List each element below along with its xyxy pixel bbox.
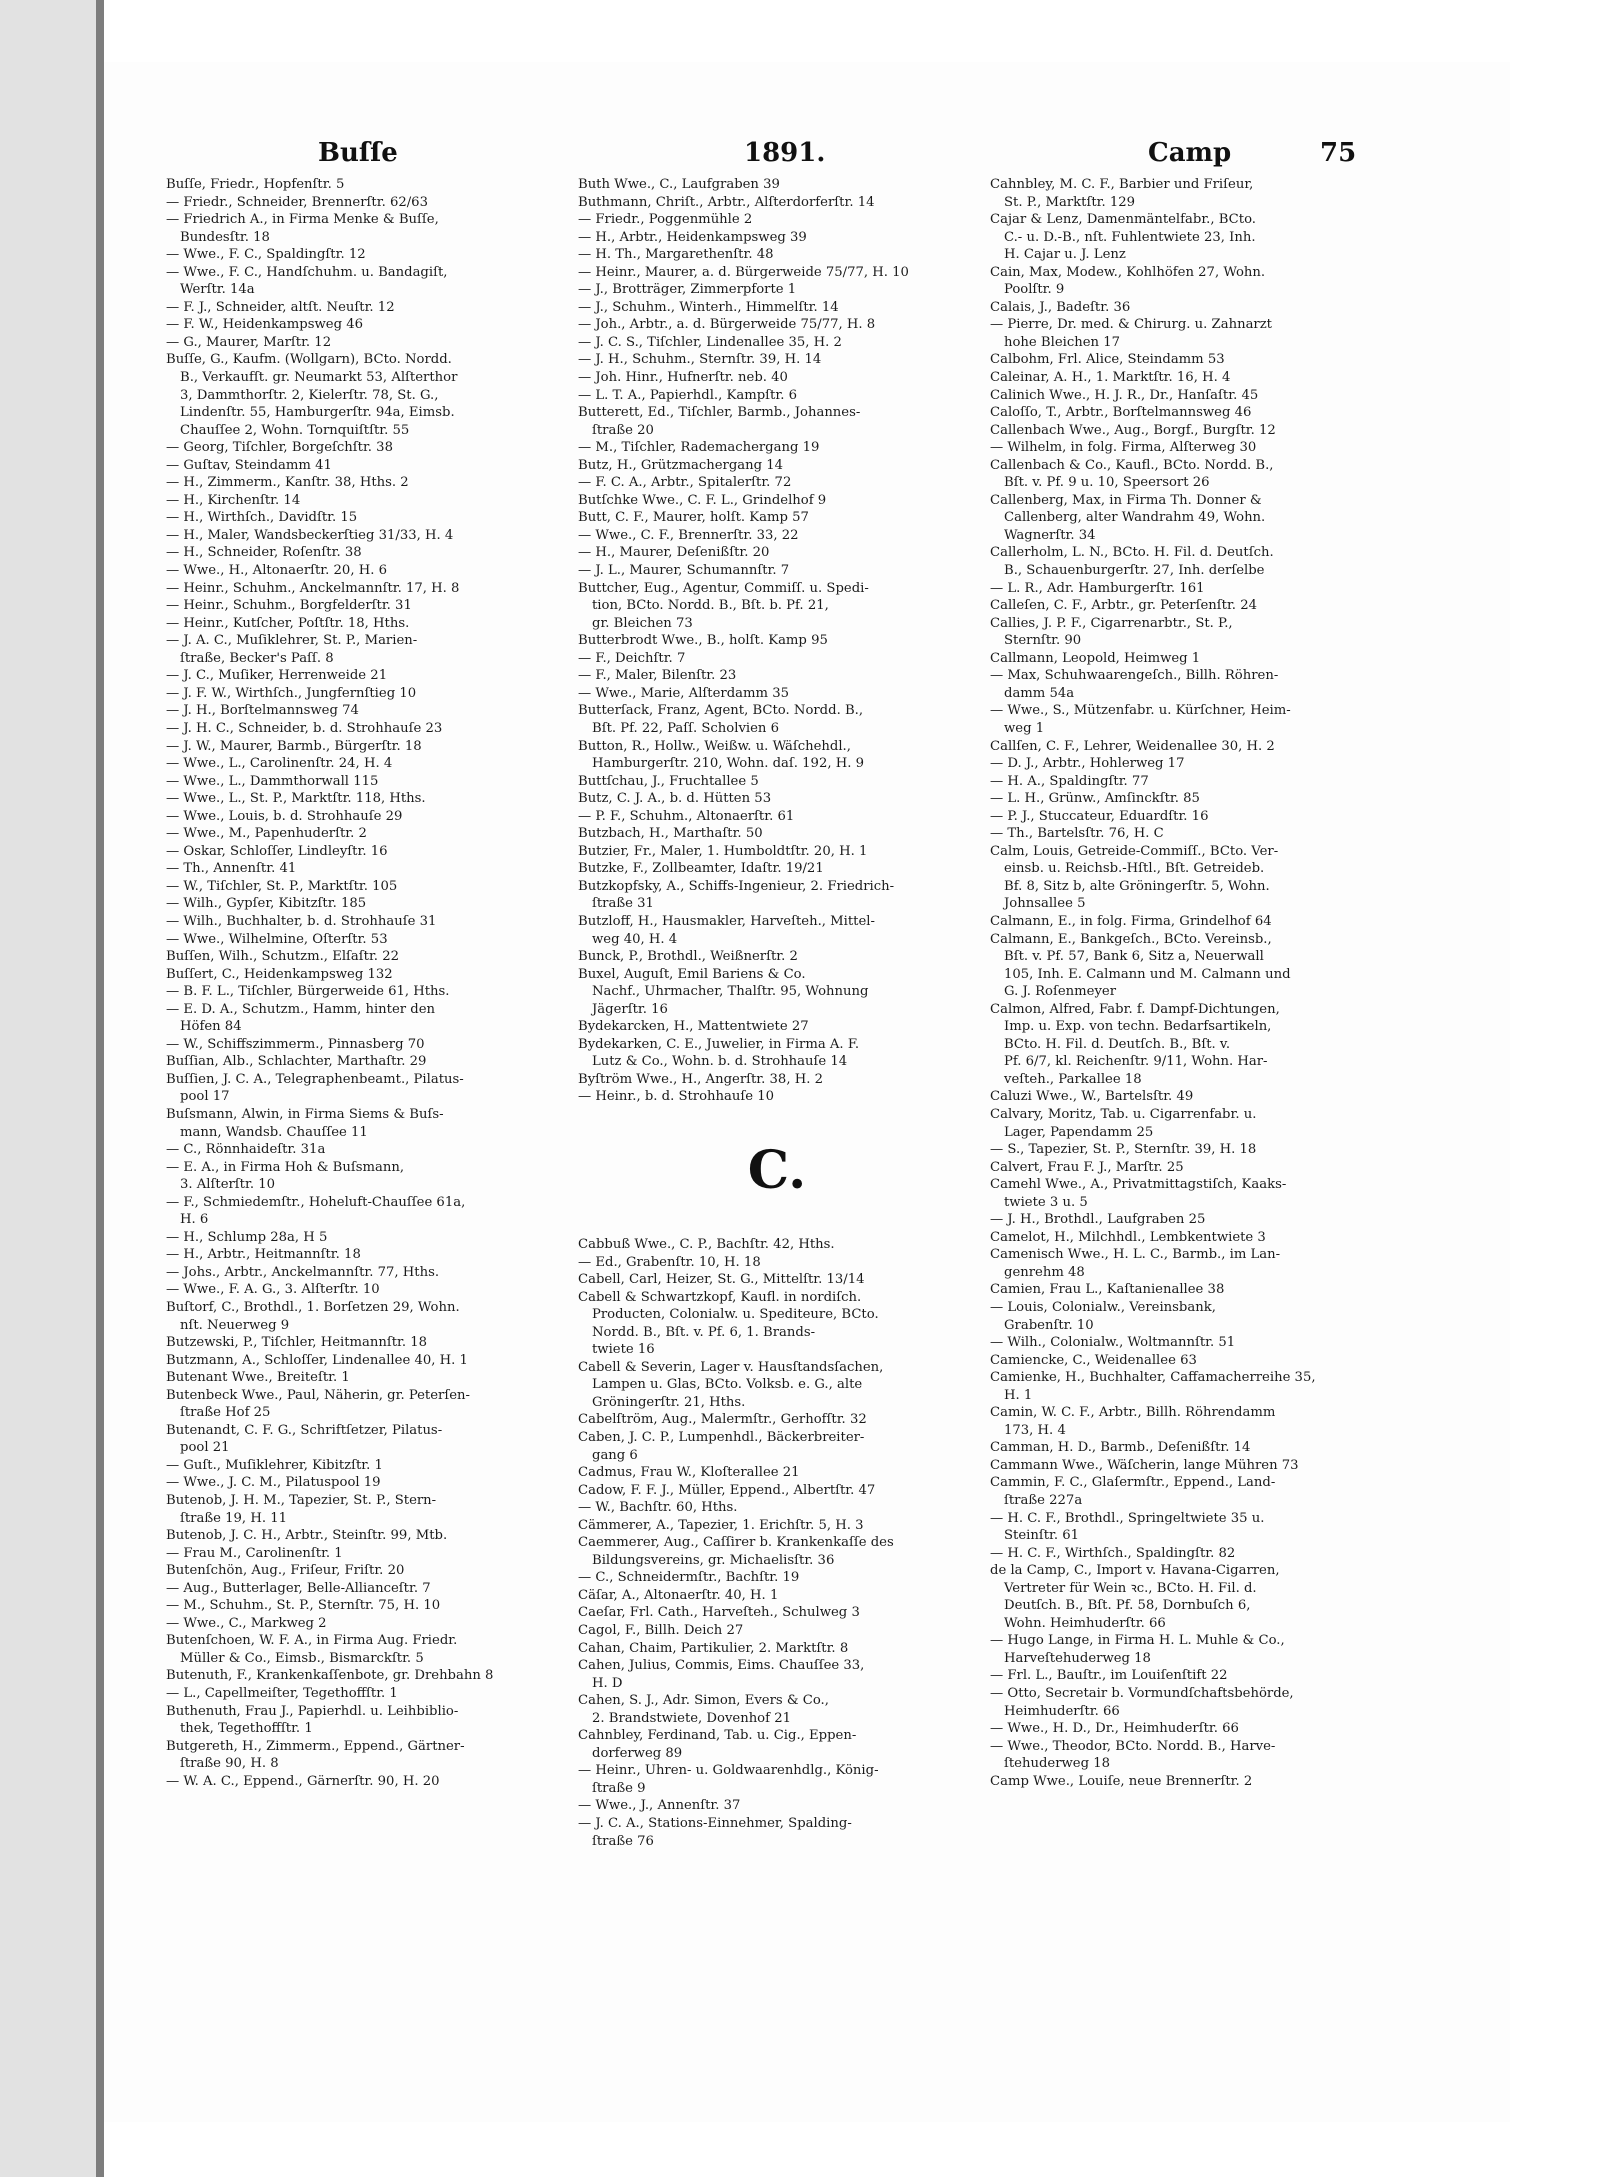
directory-entry: Butterett, Ed., Tiſchler, Barmb., Johannes- <box>578 405 861 421</box>
directory-entry-continuation: tion, BCto. Nordd. B., Bſt. b. Pf. 21, <box>592 598 829 614</box>
directory-entry-continuation: einsb. u. Reichsb.-Hſtl., Bſt. Getreideb. <box>1004 861 1265 877</box>
section-letter: C. <box>747 1139 807 1201</box>
directory-entry-continuation: H. 1 <box>1004 1387 1033 1403</box>
directory-entry: Cain, Max, Modew., Kohlhöfen 27, Wohn. <box>990 264 1266 280</box>
directory-entry: Butzier, Fr., Maler, 1. Humboldtſtr. 20, H. 1 <box>578 843 868 859</box>
directory-entry: — L. H., Grünw., Amſinckſtr. 85 <box>990 791 1200 807</box>
directory-entry-continuation: Gröningerſtr. 21, Hths. <box>592 1394 746 1410</box>
directory-entry-continuation: B., Verkaufſt. gr. Neumarkt 53, Alſterthor <box>180 370 458 386</box>
directory-entry: — H., Maler, Wandsbeckerſtieg 31/33, H. 4 <box>166 527 454 543</box>
directory-entry-continuation: G. J. Roſenmeyer <box>1004 984 1117 1000</box>
directory-entry-continuation: BCto. H. Fil. d. Deutſch. B., Bſt. v. <box>1004 1036 1231 1052</box>
directory-entry: Callerholm, L. N., BCto. H. Fil. d. Deutſch. <box>990 545 1274 561</box>
directory-entry-continuation: 105, Inh. E. Calmann und M. Calmann und <box>1004 966 1291 982</box>
directory-entry-continuation: nſt. Neuerweg 9 <box>180 1317 290 1333</box>
directory-entry: Butenob, J. C. H., Arbtr., Steinſtr. 99, Mtb. <box>166 1528 448 1544</box>
directory-entry: Calleſen, C. F., Arbtr., gr. Peterſenſtr. 24 <box>990 598 1257 614</box>
directory-entry: Cahnbley, M. C. F., Barbier und Friſeur, <box>990 177 1254 192</box>
directory-entry: Butzke, F., Zollbeamter, Idaſtr. 19/21 <box>578 861 824 877</box>
directory-entry: Camelot, H., Milchhdl., Lembkentwiete 3 <box>990 1229 1266 1245</box>
directory-entry-continuation: Heimhuderſtr. 66 <box>1004 1703 1120 1719</box>
directory-entry: — G., Maurer, Marſtr. 12 <box>166 334 332 350</box>
directory-entry: — H. C. F., Brothdl., Springeltwiete 35 u. <box>990 1510 1265 1526</box>
directory-entry: Calm, Louis, Getreide-Commiſſ., BCto. Ver- <box>990 843 1279 859</box>
directory-entry: Cabelſtröm, Aug., Malermſtr., Gerhofſtr. 32 <box>578 1412 867 1428</box>
directory-entry: — Friedr., Poggenmühle 2 <box>578 212 753 228</box>
directory-entry: Butterbrodt Wwe., B., holſt. Kamp 95 <box>578 633 828 649</box>
directory-entry-continuation: ſtraße 20 <box>592 422 654 438</box>
directory-entry: Caloſſo, T., Arbtr., Borſtelmannsweg 46 <box>990 405 1252 421</box>
directory-entry: Cadmus, Frau W., Kloſterallee 21 <box>578 1465 800 1481</box>
directory-entry: — J. L., Maurer, Schumannſtr. 7 <box>578 563 790 579</box>
directory-entry: — M., Tiſchler, Rademachergang 19 <box>578 440 820 456</box>
directory-entry: Byſtröm Wwe., H., Angerſtr. 38, H. 2 <box>578 1071 823 1087</box>
directory-entry: — Wwe., Wilhelmine, Oſterſtr. 53 <box>166 931 388 947</box>
directory-entry: Buſſen, Wilh., Schutzm., Elſaſtr. 22 <box>166 949 399 965</box>
directory-entry: — F. W., Heidenkampsweg 46 <box>166 317 364 333</box>
directory-entry: Buxel, Auguſt, Emil Bariens & Co. <box>578 966 806 982</box>
directory-entry-continuation: Deutſch. B., Bſt. Pf. 58, Dornbuſch 6, <box>1004 1598 1251 1614</box>
directory-entry: — Wilh., Buchhalter, b. d. Strohhauſe 31 <box>166 913 437 929</box>
directory-entry-continuation: Bſt. v. Pf. 57, Bank 6, Sitz a, Neuerwall <box>1004 949 1264 965</box>
directory-entry: — J. H. C., Schneider, b. d. Strohhauſe 23 <box>166 720 443 736</box>
directory-entry-continuation: Sternſtr. 90 <box>1004 633 1082 649</box>
directory-entry: — Wwe., L., St. P., Marktſtr. 118, Hths. <box>166 791 426 807</box>
directory-entry: Buſsmann, Alwin, in Firma Siems & Buſs- <box>166 1106 444 1122</box>
directory-entry-continuation: Callenberg, alter Wandrahm 49, Wohn. <box>1004 510 1266 526</box>
directory-entry: — W. A. C., Eppend., Gärnerſtr. 90, H. 20 <box>166 1773 440 1789</box>
directory-entry: — F. J., Schneider, altſt. Neuſtr. 12 <box>166 299 395 315</box>
directory-entry: — Wwe., C., Markweg 2 <box>166 1615 327 1631</box>
directory-entry: — L. T. A., Papierhdl., Kampſtr. 6 <box>578 387 797 403</box>
directory-entry: Cahen, S. J., Adr. Simon, Evers & Co., <box>578 1693 829 1709</box>
directory-entry-continuation: pool 17 <box>180 1089 230 1105</box>
directory-entry: Butzbach, H., Marthaſtr. 50 <box>578 826 763 842</box>
directory-entry: — H., Kirchenſtr. 14 <box>166 492 301 508</box>
directory-entry: — Wwe., J., Annenſtr. 37 <box>578 1798 741 1814</box>
directory-entry: Buſſian, Alb., Schlachter, Marthaſtr. 29 <box>166 1054 427 1070</box>
directory-entry: Buſſert, C., Heidenkampsweg 132 <box>166 966 393 982</box>
directory-entry-continuation: Chauſſee 2, Wohn. Tornquiſtſtr. 55 <box>180 422 410 438</box>
directory-entry: — Max, Schuhwaarengeſch., Billh. Röhren- <box>990 668 1279 684</box>
directory-entry: — J. C., Muſiker, Herrenweide 21 <box>166 668 388 684</box>
directory-entry: Butenandt, C. F. G., Schriftſetzer, Pilatus- <box>166 1422 443 1438</box>
directory-entry-continuation: Imp. u. Exp. von techn. Bedarfsartikeln, <box>1004 1019 1272 1035</box>
directory-entry: — J. H., Borſtelmannsweg 74 <box>166 703 359 719</box>
directory-entry: — F., Schmiedemſtr., Hoheluft-Chauſſee 61a, <box>166 1194 466 1210</box>
directory-entry: — Guſt., Muſiklehrer, Kibitzſtr. 1 <box>166 1457 383 1473</box>
directory-entry-continuation: Harveſtehuderweg 18 <box>1004 1650 1151 1666</box>
directory-entry: — Heinr., b. d. Strohhauſe 10 <box>578 1089 775 1105</box>
directory-entry: Buttſchau, J., Fruchtallee 5 <box>578 773 759 789</box>
directory-entry: — M., Schuhm., St. P., Sternſtr. 75, H. 10 <box>166 1598 441 1614</box>
directory-entry: Caemmerer, Aug., Caſſirer b. Krankenkaſſe des <box>578 1535 894 1551</box>
directory-entry: Calmann, E., Bankgeſch., BCto. Vereinsb., <box>990 931 1272 947</box>
directory-entry: Cabell & Schwartzkopf, Kaufl. in nordiſch. <box>578 1289 862 1305</box>
directory-entry: — Th., Bartelsſtr. 76, H. C <box>990 826 1164 842</box>
directory-entry: Buſtorf, C., Brothdl., 1. Borſetzen 29, Wohn. <box>166 1300 460 1315</box>
directory-entry: — J. A. C., Muſiklehrer, St. P., Marien- <box>166 633 418 649</box>
directory-entry: Callenbach Wwe., Aug., Borgf., Burgſtr. 12 <box>990 422 1276 438</box>
directory-entry: Butz, H., Grützmachergang 14 <box>578 457 784 473</box>
directory-entry-continuation: H. D <box>592 1675 623 1691</box>
directory-entry: Butenant Wwe., Breiteſtr. 1 <box>166 1370 350 1386</box>
directory-column-1 <box>166 176 564 1790</box>
directory-entry: — H., Arbtr., Heitmannſtr. 18 <box>166 1247 361 1263</box>
directory-entry: Camman, H. D., Barmb., Deſenißſtr. 14 <box>990 1440 1251 1456</box>
directory-entry: — Wwe., C. F., Brennerſtr. 33, 22 <box>578 527 799 543</box>
directory-entry: — H., Zimmerm., Kanſtr. 38, Hths. 2 <box>166 475 409 491</box>
directory-entry: Butenſchoen, W. F. A., in Firma Aug. Friedr. <box>166 1633 458 1649</box>
directory-entry: — J., Brotträger, Zimmerpforte 1 <box>578 282 797 298</box>
directory-entry: — J. C. A., Stations-Einnehmer, Spalding- <box>578 1816 852 1832</box>
directory-entry-continuation: Bildungsvereins, gr. Michaelisſtr. 36 <box>592 1552 835 1568</box>
directory-entry: — J. H., Schuhm., Sternſtr. 39, H. 14 <box>578 352 822 368</box>
directory-entry: Camienke, H., Buchhalter, Caffamacherreihe 35, <box>990 1370 1316 1386</box>
directory-entry: — Wilh., Colonialw., Woltmannſtr. 51 <box>990 1335 1236 1351</box>
directory-entry: Cahan, Chaim, Partikulier, 2. Marktſtr. 8 <box>578 1640 849 1656</box>
directory-entry-continuation: Lindenſtr. 55, Hamburgerſtr. 94a, Eimsb. <box>180 405 455 421</box>
directory-entry: — Wilhelm, in folg. Firma, Alſterweg 30 <box>990 440 1257 456</box>
directory-entry-continuation: 2. Brandstwiete, Dovenhof 21 <box>592 1710 791 1726</box>
directory-entry-continuation: Nachf., Uhrmacher, Thalſtr. 95, Wohnung <box>592 984 869 1000</box>
directory-entry: — Ed., Grabenſtr. 10, H. 18 <box>578 1254 761 1270</box>
directory-entry: Cahen, Julius, Commis, Eims. Chauſſee 33, <box>578 1658 865 1674</box>
directory-entry-continuation: ſtraße 227a <box>1004 1493 1083 1509</box>
directory-entry: — F. C. A., Arbtr., Spitalerſtr. 72 <box>578 475 792 491</box>
directory-entry-continuation: Jägerſtr. 16 <box>592 1001 668 1017</box>
directory-entry-continuation: Grabenſtr. 10 <box>1004 1317 1094 1333</box>
directory-entry: — S., Tapezier, St. P., Sternſtr. 39, H. 18 <box>990 1142 1257 1158</box>
directory-entry-continuation: C.- u. D.-B., nſt. Fuhlentwiete 23, Inh. <box>1004 229 1256 245</box>
directory-entry: — H. C. F., Wirthſch., Spaldingſtr. 82 <box>990 1545 1236 1561</box>
directory-entry-continuation: Steinſtr. 61 <box>1004 1528 1080 1544</box>
directory-entry: Butenuth, F., Krankenkaſſenbote, gr. Drehbahn 8 <box>166 1668 494 1684</box>
directory-entry: — L. R., Adr. Hamburgerſtr. 161 <box>990 580 1205 596</box>
directory-entry-continuation: gr. Bleichen 73 <box>592 615 693 631</box>
directory-entry: Butzkopfsky, A., Schiffs-Ingenieur, 2. Friedrich- <box>578 878 895 894</box>
directory-entry: de la Camp, C., Import v. Havana-Cigarren, <box>990 1563 1280 1579</box>
directory-entry: Buſſe, Friedr., Hopfenſtr. 5 <box>166 177 345 192</box>
directory-entry: Callſen, C. F., Lehrer, Weidenallee 30, H. 2 <box>990 738 1275 754</box>
directory-entry: — H., Wirthſch., Davidſtr. 15 <box>166 510 358 526</box>
directory-column-2 <box>578 176 976 1850</box>
directory-entry: Buſſien, J. C. A., Telegraphenbeamt., Pilatus- <box>166 1071 464 1087</box>
page-number: 75 <box>1320 138 1357 168</box>
directory-entry: — F., Maler, Bilenſtr. 23 <box>578 668 737 684</box>
directory-entry: Calinich Wwe., H. J. R., Dr., Hanſaſtr. 45 <box>990 387 1259 403</box>
directory-entry-continuation: ſtraße 9 <box>592 1780 646 1796</box>
directory-entry: Calais, J., Badeſtr. 36 <box>990 299 1131 315</box>
directory-entry: Cämmerer, A., Tapezier, 1. Erichſtr. 5, H. 3 <box>578 1517 864 1533</box>
directory-entry: — H. A., Spaldingſtr. 77 <box>990 773 1149 789</box>
directory-entry: Calmon, Alfred, Fabr. f. Dampf-Dichtungen, <box>990 1001 1280 1017</box>
directory-entry: Butenbeck Wwe., Paul, Näherin, gr. Peterſen- <box>166 1387 470 1403</box>
directory-entry: — Wwe., M., Papenhuderſtr. 2 <box>166 826 367 842</box>
scan-binding-edge <box>96 0 104 2177</box>
directory-entry: — B. F. L., Tiſchler, Bürgerweide 61, Hths. <box>166 984 450 1000</box>
directory-entry: — C., Rönnhaideſtr. 31a <box>166 1142 326 1158</box>
directory-entry-continuation: H. 6 <box>180 1212 209 1228</box>
directory-entry: — F., Deichſtr. 7 <box>578 650 686 666</box>
directory-entry-continuation: 3. Alſterſtr. 10 <box>180 1177 276 1193</box>
directory-entry-continuation: Müller & Co., Eimsb., Bismarckſtr. 5 <box>180 1650 424 1666</box>
directory-entry: — Wwe., H. D., Dr., Heimhuderſtr. 66 <box>990 1721 1239 1737</box>
directory-entry: Buth Wwe., C., Laufgraben 39 <box>578 177 780 192</box>
directory-entry: — J. C. S., Tiſchler, Lindenallee 35, H. 2 <box>578 334 842 350</box>
directory-entry: Cabbuß Wwe., C. P., Bachſtr. 42, Hths. <box>578 1236 835 1252</box>
directory-entry: — Guſtav, Steindamm 41 <box>166 457 332 473</box>
directory-entry: Butenob, J. H. M., Tapezier, St. P., Stern- <box>166 1493 437 1509</box>
directory-entry: Butzloff, H., Hausmakler, Harveſteh., Mittel- <box>578 913 875 929</box>
directory-entry: — Wwe., S., Mützenfabr. u. Kürſchner, Heim- <box>990 703 1291 719</box>
directory-entry-continuation: Bſt. v. Pf. 9 u. 10, Speersort 26 <box>1004 475 1210 491</box>
directory-entry: — H., Maurer, Deſenißſtr. 20 <box>578 545 770 561</box>
directory-entry-continuation: Bundesſtr. 18 <box>180 229 270 245</box>
directory-entry: — J., Schuhm., Winterh., Himmelſtr. 14 <box>578 299 839 315</box>
directory-entry-continuation: Höfen 84 <box>180 1019 242 1035</box>
directory-entry: Butt, C. F., Maurer, holſt. Kamp 57 <box>578 510 809 526</box>
directory-entry: Camiencke, C., Weidenallee 63 <box>990 1352 1197 1368</box>
directory-entry: — P. F., Schuhm., Altonaerſtr. 61 <box>578 808 795 824</box>
directory-entry: — Heinr., Maurer, a. d. Bürgerweide 75/77, H. 10 <box>578 264 909 280</box>
directory-entry: — L., Capellmeiſter, Tegethoffſtr. 1 <box>166 1686 398 1702</box>
directory-entry: — W., Tiſchler, St. P., Marktſtr. 105 <box>166 878 398 894</box>
directory-entry: Camenisch Wwe., H. L. C., Barmb., im Lan- <box>990 1247 1281 1263</box>
directory-entry-continuation: Werſtr. 14a <box>180 282 255 298</box>
running-head-left: Buſſe <box>318 138 398 168</box>
directory-entry: — Heinr., Uhren- u. Goldwaarenhdlg., König- <box>578 1763 879 1779</box>
directory-entry: — Th., Annenſtr. 41 <box>166 861 297 877</box>
directory-entry-continuation: Wohn. Heimhuderſtr. 66 <box>1004 1615 1166 1631</box>
directory-entry: — Wwe., Theodor, BCto. Nordd. B., Harve- <box>990 1738 1276 1754</box>
directory-entry-continuation: Bf. 8, Sitz b, alte Gröningerſtr. 5, Wohn. <box>1004 878 1270 894</box>
directory-entry-continuation: ſtehuderweg 18 <box>1004 1756 1111 1772</box>
directory-entry: Cajar & Lenz, Damenmäntelfabr., BCto. <box>990 212 1256 228</box>
directory-entry: — Friedr., Schneider, Brennerſtr. 62/63 <box>166 194 428 210</box>
directory-entry: Cahnbley, Ferdinand, Tab. u. Cig., Eppen- <box>578 1728 857 1744</box>
directory-entry: Butzewski, P., Tiſchler, Heitmannſtr. 18 <box>166 1335 428 1351</box>
directory-entry-continuation: Johnsallee 5 <box>1004 896 1086 912</box>
directory-column-3 <box>990 176 1388 1790</box>
directory-entry: Buſſe, G., Kaufm. (Wollgarn), BCto. Nordd. <box>166 352 452 368</box>
directory-entry-continuation: Nordd. B., Bſt. v. Pf. 6, 1. Brands- <box>592 1324 816 1340</box>
directory-entry-continuation: Bſt. Pf. 22, Paſſ. Scholvien 6 <box>592 720 779 736</box>
directory-entry: — E. A., in Firma Hoh & Buſsmann, <box>166 1159 405 1175</box>
directory-entry: Calvert, Frau F. J., Marſtr. 25 <box>990 1159 1184 1175</box>
directory-entry: — Georg, Tiſchler, Borgeſchſtr. 38 <box>166 440 393 456</box>
directory-entry: — Oskar, Schloſſer, Lindleyſtr. 16 <box>166 843 388 859</box>
directory-entry-continuation: ſtraße, Becker's Paſſ. 8 <box>180 650 334 666</box>
directory-entry: — Heinr., Kutſcher, Poſtſtr. 18, Hths. <box>166 615 410 631</box>
directory-entry: Bunck, P., Brothdl., Weißnerſtr. 2 <box>578 949 798 965</box>
directory-entry-continuation: weg 40, H. 4 <box>592 931 678 947</box>
directory-entry: — W., Bachſtr. 60, Hths. <box>578 1500 738 1516</box>
directory-entry: — Heinr., Schuhm., Anckelmannſtr. 17, H. 8 <box>166 580 460 596</box>
directory-entry-continuation: ſtraße 19, H. 11 <box>180 1510 287 1526</box>
directory-entry-continuation: pool 21 <box>180 1440 230 1456</box>
directory-entry: Callies, J. P. F., Cigarrenarbtr., St. P., <box>990 615 1233 631</box>
directory-entry: — Johs., Arbtr., Anckelmannſtr. 77, Hths. <box>166 1264 440 1280</box>
directory-entry-continuation: Poolſtr. 9 <box>1004 282 1065 298</box>
directory-entry-continuation: ſtraße 90, H. 8 <box>180 1756 279 1772</box>
directory-entry-continuation: twiete 3 u. 5 <box>1004 1194 1088 1210</box>
directory-entry: — Wwe., L., Dammthorwall 115 <box>166 773 379 789</box>
directory-entry: Button, R., Hollw., Weißw. u. Wäſchehdl., <box>578 738 851 754</box>
directory-entry: Butenſchön, Aug., Friſeur, Friſtr. 20 <box>166 1563 405 1579</box>
directory-entry-continuation: Lager, Papendamm 25 <box>1004 1124 1154 1140</box>
directory-entry: Caeſar, Frl. Cath., Harveſteh., Schulweg 3 <box>578 1605 860 1621</box>
running-head-right: Camp <box>1148 138 1232 168</box>
directory-entry: Butterſack, Franz, Agent, BCto. Nordd. B., <box>578 703 864 719</box>
directory-entry-continuation: 3, Dammthorſtr. 2, Kielerſtr. 78, St. G., <box>180 387 439 403</box>
directory-entry-continuation: hohe Bleichen 17 <box>1004 334 1121 350</box>
directory-entry-continuation: veſteh., Parkallee 18 <box>1004 1071 1142 1087</box>
directory-entry: — Wwe., L., Carolinenſtr. 24, H. 4 <box>166 756 393 772</box>
directory-entry: — D. J., Arbtr., Hohlerweg 17 <box>990 756 1185 772</box>
directory-entry: Bydekarken, C. E., Juwelier, in Firma A. F. <box>578 1036 860 1052</box>
directory-entry: Cabell, Carl, Heizer, St. G., Mittelſtr. 13/14 <box>578 1272 865 1288</box>
directory-entry: — Aug., Butterlager, Belle-Allianceſtr. 7 <box>166 1580 431 1596</box>
directory-entry: Callmann, Leopold, Heimweg 1 <box>990 650 1201 666</box>
directory-entry: Butz, C. J. A., b. d. Hütten 53 <box>578 791 772 807</box>
directory-entry: — Wwe., F. C., Handſchuhm. u. Bandagiſt, <box>166 264 448 280</box>
directory-entry: — J. W., Maurer, Barmb., Bürgerſtr. 18 <box>166 738 422 754</box>
directory-entry-continuation: gang 6 <box>592 1447 638 1463</box>
directory-entry: — Frau M., Carolinenſtr. 1 <box>166 1545 343 1561</box>
directory-entry-continuation: twiete 16 <box>592 1342 655 1358</box>
directory-entry-continuation: damm 54a <box>1004 685 1075 701</box>
directory-entry: — Joh., Arbtr., a. d. Bürgerweide 75/77, H. 8 <box>578 317 876 333</box>
directory-entry: Calbohm, Frl. Alice, Steindamm 53 <box>990 352 1225 368</box>
directory-entry-continuation: B., Schauenburgerſtr. 27, Inh. derſelbe <box>1004 563 1265 579</box>
directory-entry: Butgereth, H., Zimmerm., Eppend., Gärtner- <box>166 1738 465 1754</box>
directory-entry: — Otto, Secretair b. Vormundſchaftsbehörde, <box>990 1686 1294 1702</box>
directory-entry: Camien, Frau L., Kaſtanienallee 38 <box>990 1282 1225 1298</box>
directory-entry-continuation: Lutz & Co., Wohn. b. d. Strohhauſe 14 <box>592 1054 848 1070</box>
directory-entry: — Pierre, Dr. med. & Chirurg. u. Zahnarzt <box>990 317 1272 333</box>
directory-entry-continuation: thek, Tegethoffſtr. 1 <box>180 1721 313 1737</box>
directory-entry: Buthmann, Chriſt., Arbtr., Alſterdorferſtr. 14 <box>578 194 875 210</box>
directory-entry-continuation: mann, Wandsb. Chauſſee 11 <box>180 1124 368 1140</box>
directory-entry: — Wwe., F. C., Spaldingſtr. 12 <box>166 247 366 263</box>
directory-entry: — Friedrich A., in Firma Menke & Buſſe, <box>166 212 439 228</box>
directory-entry: — Wwe., H., Altonaerſtr. 20, H. 6 <box>166 563 387 579</box>
directory-entry: Calvary, Moritz, Tab. u. Cigarrenfabr. u. <box>990 1106 1257 1122</box>
directory-entry: Cammin, F. C., Glaſermſtr., Eppend., Land- <box>990 1475 1276 1491</box>
directory-entry: — Heinr., Schuhm., Borgfelderſtr. 31 <box>166 598 412 614</box>
directory-entry: Bydekarcken, H., Mattentwiete 27 <box>578 1019 809 1035</box>
directory-entry: Caluzi Wwe., W., Bartelsſtr. 49 <box>990 1089 1194 1105</box>
directory-entry: — Wilh., Gypſer, Kibitzſtr. 185 <box>166 896 367 912</box>
directory-entry-continuation: genrehm 48 <box>1004 1264 1085 1280</box>
directory-entry-continuation: Producten, Colonialw. u. Spediteure, BCto. <box>592 1307 879 1323</box>
directory-entry: — Frl. L., Bauſtr., im Louiſenſtift 22 <box>990 1668 1228 1684</box>
directory-entry-continuation: ſtraße Hof 25 <box>180 1405 271 1421</box>
directory-entry: — H., Arbtr., Heidenkampsweg 39 <box>578 229 807 245</box>
directory-entry: Cammann Wwe., Wäſcherin, lange Mühren 73 <box>990 1457 1299 1473</box>
directory-entry: — J. H., Brothdl., Laufgraben 25 <box>990 1212 1206 1228</box>
directory-entry: Butſchke Wwe., C. F. L., Grindelhof 9 <box>578 492 827 508</box>
directory-entry: Cäſar, A., Altonaerſtr. 40, H. 1 <box>578 1587 779 1603</box>
directory-entry-continuation: Pf. 6/7, kl. Reichenſtr. 9/11, Wohn. Har- <box>1004 1054 1268 1070</box>
scan-gutter <box>0 0 96 2177</box>
directory-entry-continuation: 173, H. 4 <box>1004 1422 1066 1438</box>
directory-entry: — Wwe., Louis, b. d. Strohhauſe 29 <box>166 808 403 824</box>
directory-entry-continuation: Lampen u. Glas, BCto. Volksb. e. G., alte <box>592 1377 863 1393</box>
directory-entry: Cabell & Severin, Lager v. Hausſtandsſachen, <box>578 1359 884 1375</box>
directory-entry: — P. J., Stuccateur, Eduardſtr. 16 <box>990 808 1209 824</box>
directory-entry: Calmann, E., in folg. Firma, Grindelhof 64 <box>990 913 1272 929</box>
directory-entry: — Wwe., F. A. G., 3. Alſterſtr. 10 <box>166 1282 380 1298</box>
directory-entry: Camehl Wwe., A., Privatmittagstiſch, Kaaks- <box>990 1177 1287 1193</box>
directory-entry: — E. D. A., Schutzm., Hamm, hinter den <box>166 1001 436 1017</box>
directory-entry: — H. Th., Margarethenſtr. 48 <box>578 247 774 263</box>
directory-entry: — H., Schlump 28a, H 5 <box>166 1229 328 1245</box>
directory-entry: Butzmann, A., Schloſſer, Lindenallee 40, H. 1 <box>166 1352 468 1368</box>
directory-entry: Camin, W. C. F., Arbtr., Billh. Röhrendamm <box>990 1405 1276 1421</box>
directory-entry: Cagol, F., Billh. Deich 27 <box>578 1623 744 1639</box>
directory-entry: — W., Schiffszimmerm., Pinnasberg 70 <box>166 1036 425 1052</box>
directory-entry-continuation: Hamburgerſtr. 210, Wohn. daſ. 192, H. 9 <box>592 756 864 772</box>
directory-entry-continuation: Wagnerſtr. 34 <box>1004 527 1096 543</box>
directory-entry-continuation: weg 1 <box>1004 720 1045 736</box>
directory-entry: — Louis, Colonialw., Vereinsbank, <box>990 1300 1216 1315</box>
directory-entry-continuation: St. P., Marktſtr. 129 <box>1004 194 1136 210</box>
directory-entry: Caleinar, A. H., 1. Marktſtr. 16, H. 4 <box>990 370 1231 386</box>
directory-entry: — Wwe., J. C. M., Pilatuspool 19 <box>166 1475 381 1491</box>
directory-entry: Callenberg, Max, in Firma Th. Donner & <box>990 492 1262 508</box>
directory-entry-continuation: Vertreter für Wein ꝛc., BCto. H. Fil. d. <box>1004 1580 1257 1596</box>
directory-entry: — Hugo Lange, in Firma H. L. Muhle & Co., <box>990 1633 1285 1649</box>
directory-entry-continuation: H. Cajar u. J. Lenz <box>1004 247 1126 263</box>
directory-entry: Callenbach & Co., Kaufl., BCto. Nordd. B., <box>990 457 1274 473</box>
directory-entry: — Joh. Hinr., Hufnerſtr. neb. 40 <box>578 370 788 386</box>
directory-entry-continuation: ſtraße 31 <box>592 896 654 912</box>
directory-entry: Cadow, F. F. J., Müller, Eppend., Albertſtr. 47 <box>578 1482 876 1498</box>
directory-entry: Buthenuth, Frau J., Papierhdl. u. Leihbiblio- <box>166 1703 459 1719</box>
year-heading: 1891. <box>744 138 826 168</box>
directory-entry: Camp Wwe., Louiſe, neue Brennerſtr. 2 <box>990 1773 1253 1789</box>
directory-entry: Buttcher, Eug., Agentur, Commiſſ. u. Spedi- <box>578 580 869 596</box>
directory-entry: — J. F. W., Wirthſch., Jungfernſtieg 10 <box>166 685 417 701</box>
directory-entry: — Wwe., Marie, Alſterdamm 35 <box>578 685 789 701</box>
directory-entry: — C., Schneidermſtr., Bachſtr. 19 <box>578 1570 800 1586</box>
directory-entry-continuation: dorferweg 89 <box>592 1745 683 1761</box>
directory-entry: — H., Schneider, Roſenſtr. 38 <box>166 545 362 561</box>
directory-entry: Caben, J. C. P., Lumpenhdl., Bäckerbreiter- <box>578 1430 865 1445</box>
directory-entry-continuation: ſtraße 76 <box>592 1833 654 1849</box>
